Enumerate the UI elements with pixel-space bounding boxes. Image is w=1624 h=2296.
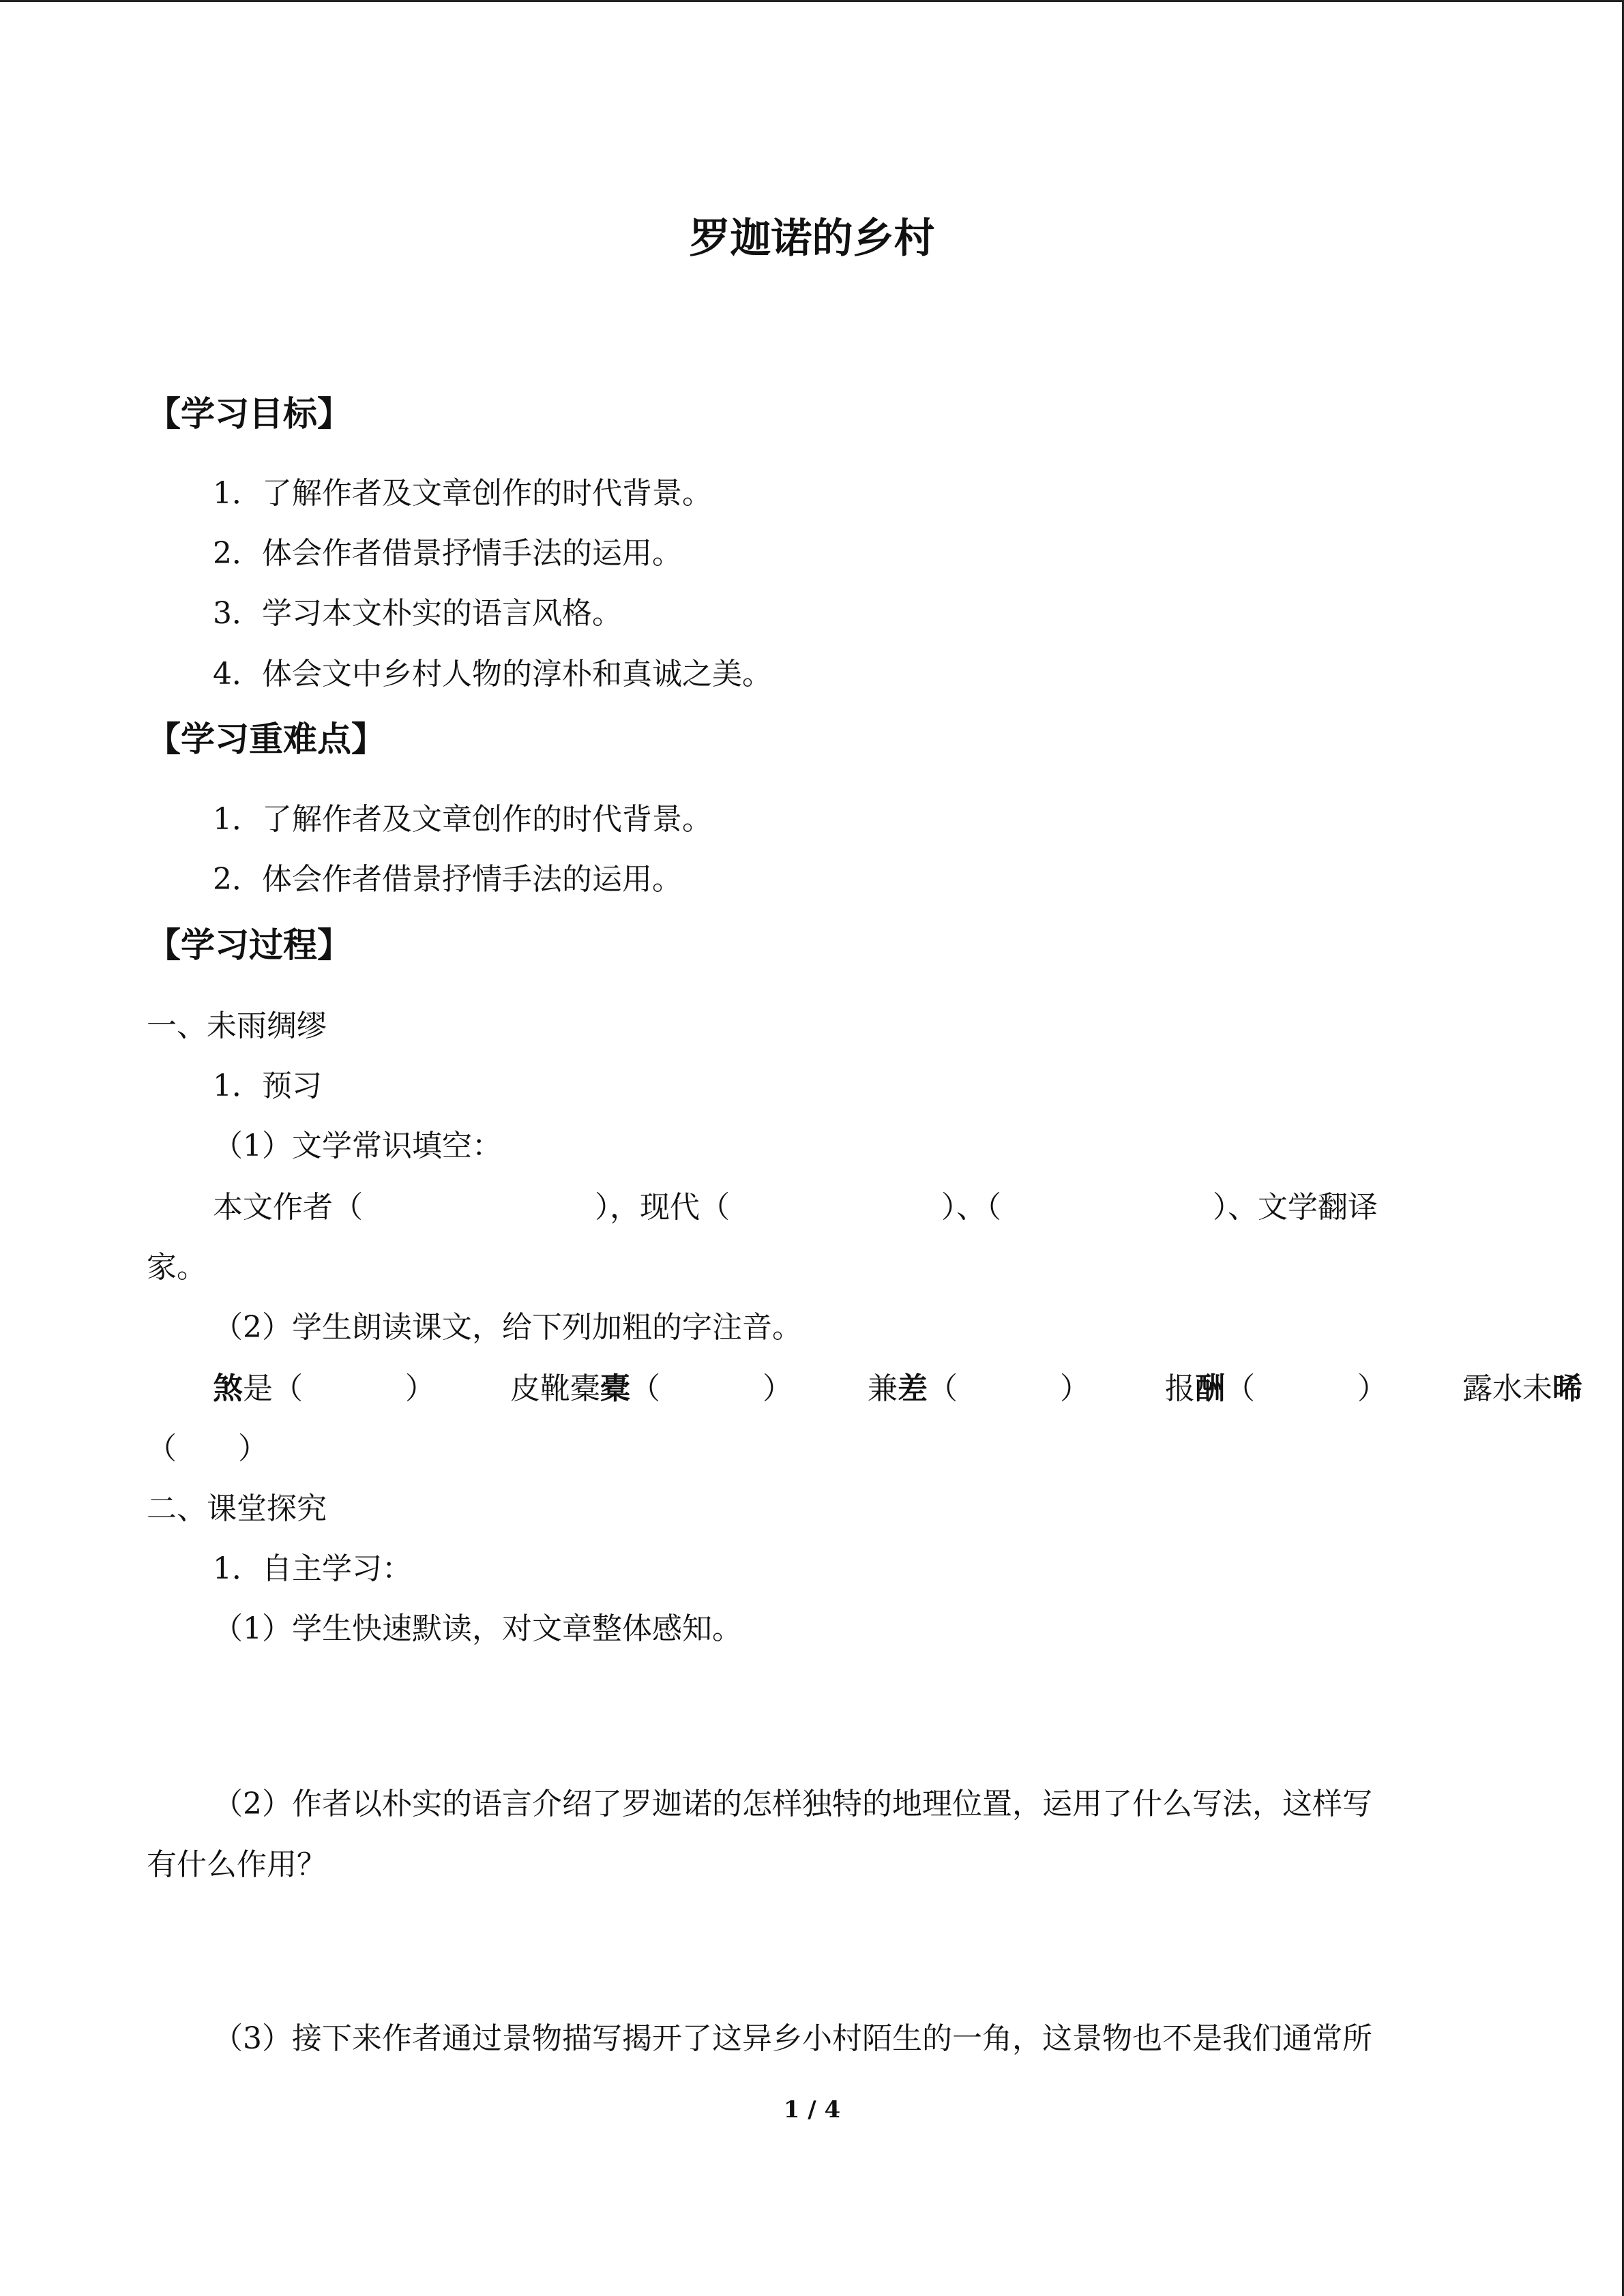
bracket-close: ） — [763, 1371, 793, 1406]
question-text: 有什么作用？ — [147, 1847, 327, 1882]
part-title: 一、未雨绸缪 — [147, 1009, 327, 1043]
question-text: （3）接下来作者通过景物描写揭开了这异乡小村陌生的一角，这景物也不是我们通常所 — [213, 2021, 1372, 2056]
key-point-item: 2．体会作者借景抒情手法的运用。 — [213, 862, 682, 897]
key-point-item: 1．了解作者及文章创作的时代背景。 — [213, 802, 712, 837]
bracket-open: （ — [928, 1371, 958, 1406]
fill-text: 家。 — [147, 1250, 207, 1285]
plain-char: 兼 — [868, 1371, 898, 1406]
objective-item: 1．了解作者及文章创作的时代背景。 — [213, 476, 712, 511]
question-text: （2）学生朗读课文，给下列加粗的字注音。 — [213, 1310, 802, 1345]
page-border-top — [0, 0, 1624, 2]
heading-key-points: 【学习重难点】 — [147, 719, 385, 759]
pinyin-line-cont — [147, 1425, 268, 1473]
part-title: 二、课堂探究 — [147, 1491, 327, 1526]
bold-char: 晞 — [1552, 1371, 1582, 1406]
pinyin-item — [213, 1371, 435, 1406]
bracket-close: ） — [1060, 1371, 1090, 1406]
fill-blank-line — [213, 1184, 1478, 1232]
plain-char: 露水未 — [1462, 1371, 1552, 1406]
page-number: 1 / 4 — [783, 2096, 841, 2123]
bold-char: 酬 — [1195, 1371, 1225, 1406]
pinyin-item: 皮靴橐橐（ ） — [510, 1371, 793, 1406]
bracket-open: （ — [1225, 1371, 1255, 1406]
pinyin-item — [1165, 1371, 1387, 1406]
page-title: 罗迦诺的乡村 — [689, 215, 935, 263]
fill-text: ）、文学翻译 — [1213, 1190, 1378, 1225]
objective-item: 2．体会作者借景抒情手法的运用。 — [213, 536, 682, 571]
sub-heading: 1．自主学习： — [213, 1551, 412, 1586]
bracket-close: ） — [238, 1431, 268, 1466]
question-text: （1）学生快速默读，对文章整体感知。 — [213, 1611, 742, 1646]
question-text: （1）文学常识填空： — [213, 1129, 502, 1163]
pinyin-line — [213, 1365, 1582, 1413]
plain-char: 报 — [1165, 1371, 1195, 1406]
fill-text: ），现代（ — [595, 1190, 730, 1225]
bracket-open: 是（ — [243, 1371, 303, 1406]
heading-objectives: 【学习目标】 — [147, 394, 351, 434]
bold-char: 煞 — [213, 1371, 243, 1406]
bold-char: 差 — [898, 1371, 928, 1406]
question-text: （2）作者以朴实的语言介绍了罗迦诺的怎样独特的地理位置，运用了什么写法，这样写 — [213, 1787, 1372, 1821]
objective-item: 4．体会文中乡村人物的淳朴和真诚之美。 — [213, 657, 772, 691]
objective-item: 3．学习本文朴实的语言风格。 — [213, 596, 622, 631]
fill-text: ）、（ — [941, 1190, 1001, 1225]
bracket-open: （ — [630, 1371, 660, 1406]
bracket-open: （ — [147, 1431, 177, 1466]
pinyin-item — [1462, 1371, 1582, 1406]
bracket-close: ） — [1357, 1371, 1387, 1406]
fill-text: 本文作者（ — [213, 1190, 363, 1225]
pinyin-item — [868, 1371, 1090, 1406]
bracket-close: ） — [405, 1371, 435, 1406]
bold-char: 橐 — [600, 1371, 630, 1406]
sub-heading: 1．预习 — [213, 1069, 322, 1103]
heading-process: 【学习过程】 — [147, 925, 351, 965]
